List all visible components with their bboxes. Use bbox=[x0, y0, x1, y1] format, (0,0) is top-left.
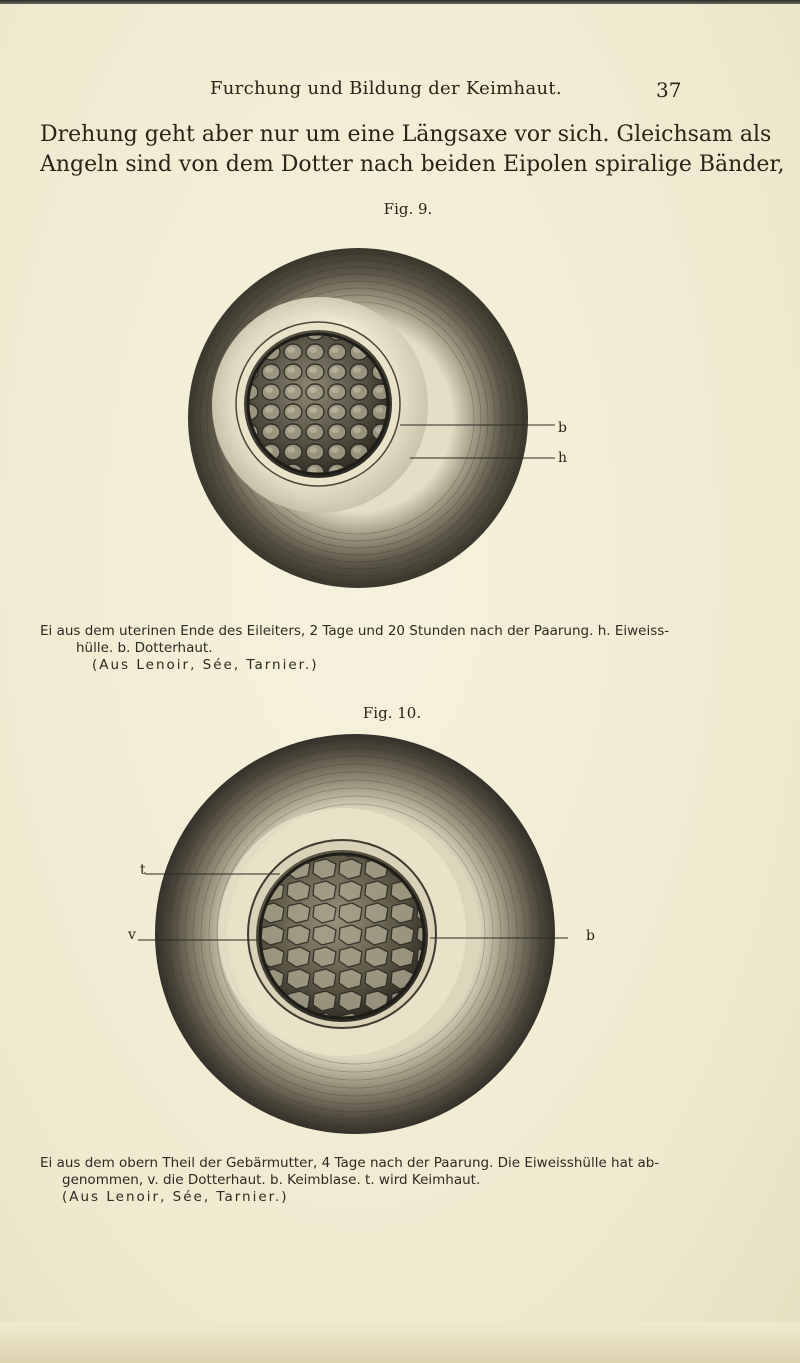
figure-10-letter-b: b bbox=[586, 928, 595, 944]
figure-10-letter-v: v bbox=[128, 927, 136, 943]
caption-line: genommen, v. die Dotterhaut. b. Keimblase. t. wird Keimhaut. bbox=[62, 1172, 481, 1188]
caption-line: Ei aus dem uterinen Ende des Eileiters, 2 Tage und 20 Stunden nach der Paarung. h. Eiweiss- bbox=[40, 623, 670, 639]
body-text-line: Drehung geht aber nur um eine Längsaxe vor sich. Gleichsam als bbox=[40, 122, 772, 147]
caption-source: (Aus Lenoir, Sée, Tarnier.) bbox=[92, 657, 319, 673]
page-top-edge bbox=[0, 0, 800, 4]
figure-9-engraving bbox=[150, 222, 570, 622]
figure-10-caption bbox=[40, 1155, 659, 1206]
figure-10-engraving bbox=[130, 726, 600, 1146]
figure-9-label: Fig. 9. bbox=[383, 200, 433, 218]
figure-10-letter-t: t bbox=[140, 862, 146, 878]
caption-source: (Aus Lenoir, Sée, Tarnier.) bbox=[62, 1189, 289, 1205]
body-text bbox=[40, 120, 785, 180]
page-bottom-edge bbox=[0, 1322, 800, 1363]
page-number: 37 bbox=[656, 78, 682, 102]
running-head-title: Furchung und Bildung der Keimhaut. bbox=[210, 78, 562, 99]
figure-9-letter-b: b bbox=[558, 420, 567, 436]
caption-line: Ei aus dem obern Theil der Gebärmutter, 4 Tage nach der Paarung. Die Eiweisshülle hat ab- bbox=[40, 1155, 660, 1171]
body-text-line: Angeln sind von dem Dotter nach beiden Eipolen spiralige Bänder, bbox=[40, 152, 785, 177]
figure-9-caption bbox=[40, 623, 669, 674]
figure-9-letter-h: h bbox=[558, 450, 568, 466]
caption-line: hülle. b. Dotterhaut. bbox=[76, 640, 213, 656]
figure-10-label: Fig. 10. bbox=[362, 704, 422, 722]
